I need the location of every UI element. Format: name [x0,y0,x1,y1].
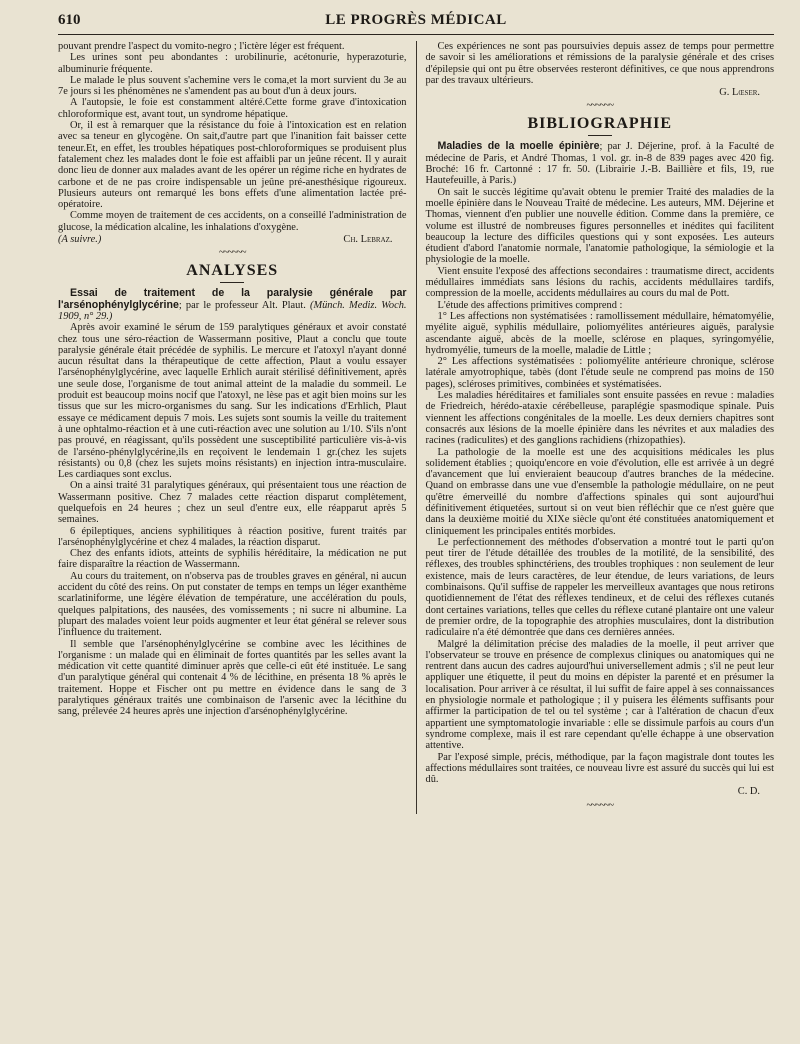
review-paragraph: La pathologie de la moelle est une des acquisitions médicales les plus solidement établies ; quoiqu'encore en voie d'évolution, elle est arrivée à un degré d'avancement que lui envieraient beaucoup d'autres branches de la médecine. Quand on embrasse dans une vue d'ensemble la pathologie médullaire, on ne peut qu'être émerveillé du nombre d'affections spinales qui sont aujourd'hui définitivement étiquetées, surtout si on veut bien réfléchir que ce n'est guère que dans la deuxième moitié du XIXe siècle qu'ont été constituées anatomiquement et cliniquement les principales entités morbides. [425,446,774,537]
article-paragraph: Il semble que l'arsénophénylglycérine se combine avec les lécithines de l'organisme : un malade qui en éliminait de fortes quantités par les selles avant la médication vit cette quantité diminuer après que celle-ci eût été instituée. Le sang d'un paralytique général qui contenait 4 % de lécithine, en présenta 18 % après le traitement. Hoppe et Fischer ont pu mettre en évidence dans le sang de 3 paralytiques généraux traités une combinaison de l'arsenic avec la lécithine du sang, prélevée 24 heures après une injection d'arsénophénylglycérine. [58,638,407,718]
page-number: 610 [58,12,81,28]
to-follow-note: (A suivre.) [58,234,102,246]
left-column [58,41,416,814]
article-paragraph: Au cours du traitement, on n'observa pas de troubles graves en général, ni aucun accident du côté des reins. On put constater de temps en temps un léger exanthème scarlatiniforme, une légère élévation de température, une accélération du pouls, quelques palpitations, des nausées, des vomissements ; ni sucre ni albumine. La plupart des malades voient leur poids augmenter et leur état général se relever sous l'influence du traitement. [58,570,407,639]
review-paragraph: Les maladies héréditaires et familiales sont ensuite passées en revue : maladies de Friedreich, hérédo-ataxie cérébelleuse, paraplégie spasmodique spinale. Puis viennent les affections congénitales de la moelle. Les deux derniers chapitres sont consacrés aux lésions de la moelle épinière dans les névrites et aux maladies des racines (radiculites) et des ganglions rachidiens (rhizopathies). [425,390,774,447]
review-paragraph: On sait le succès légitime qu'avait obtenu le premier Traité des maladies de la moelle épinière dans le Nouveau Traité de médecine. Les auteurs, MM. Déjerine et Thomas, viennent d'en publier une nouvelle édition. Comme dans la première, ce volume est illustré de nombreuses figures personnelles et inédites qui facilitent beaucoup la lecture des difficiles questions qui y sont exposées. Les auteurs étudient d'abord l'anatomie normale, l'anatomie pathologique, la sémiologie et la physiologie de la moelle. [425,186,774,266]
ornament-divider: ~~~~~~ [586,799,613,811]
review-paragraph: Le perfectionnement des méthodes d'observation a montré tout le parti qu'on peut tirer de l'étude détaillée des troubles de la motilité, de la sensibilité, des réflexes, des troubles sphinctériens, des troubles trophiques : non seulement de leur existence, mais de leurs caractères, de leur étendue, de leurs variations, de leurs combinaisons. Qu'il suffise de rappeler les merveilleux avantages que nous retirons quotidiennement de l'état des réflexes tendineux, et de celui des réflexes cutanés dont certaines variations, telles que celles du réflexe cutané plantaire ont une valeur de premier ordre, de la topographie des atrophies musculaires, dont la distribution radiculaire n'a été démontrée que dans ces dernières années. [425,536,774,639]
review-paragraph: Par l'exposé simple, précis, méthodique, par la façon magistrale dont toutes les affections médullaires sont traitées, ce nouveau livre est assuré du succès qui lui est dû. [425,751,774,786]
journal-title: LE PROGRÈS MÉDICAL [325,12,507,28]
body-paragraph: pouvant prendre l'aspect du vomito-negro ; l'ictère léger est fréquent. [58,41,345,52]
ornament-divider: ~~~~~~ [586,100,613,112]
body-paragraph: Comme moyen de traitement de ces accidents, on a conseillé l'administration de glucose, la médication alcaline, les inhalations d'oxygène. [58,210,407,233]
body-paragraph: A l'autopsie, le foie est constamment altéré.Cette forme grave d'intoxication chloroformique est, avant tout, un syndrome hépatique. [58,97,407,120]
article-paragraph: Chez des enfants idiots, atteints de syphilis héréditaire, la médication ne put faire disparaître la réaction de Wassermann. [58,548,407,571]
book-entry [426,141,775,186]
ornament-divider: ~~~~~~ [219,247,246,259]
article-paragraph: 6 épileptiques, anciens syphilitiques à réaction positive, furent traités par l'arsénophénylglycérine et chez 4 malades, la réaction disparut. [58,525,407,548]
book-details: ; par J. Déjerine, prof. à la Faculté de médecine de Paris, et André Thomas, 1 vol. gr. in-8 de 839 pages avec 420 fig. Broché: 16 fr. Cartonné : 17 fr. 50. (Librairie J.-B. Baillière et fils, 19, rue Hautefeuille, à Paris.) [425,141,774,187]
author-signature: Ch. Lebraz. [343,234,393,246]
review-paragraph: 2° Les affections systématisées : poliomyélite antérieure chronique, sclérose latérale amyotrophique, tabès (dont l'étude seule ne comprend pas moins de 150 pages), scléroses primitives, combinées et systématisées. [425,356,774,390]
reviewer-signature: C. D. [737,786,760,798]
article-paragraph: On a ainsi traité 31 paralytiques généraux, qui présentaient tous une réaction de Wassermann positive. Chez 7 malades cette réaction disparut complètement, quelquefois en 24 heures ; chez un seul d'entre eux, elle réapparut après 5 semaines. [58,480,407,526]
review-paragraph: 1° Les affections non systématisées : ramollissement médullaire, hématomyélie, myélite aiguë, syphilis médullaire, poliomyélites antérieures aiguës, paralysie ascendante aiguë, abcès de la moelle, sclérose en plaques, syringomyélie, hydromyélie, tumeurs de la moelle, maladie de Little ; [425,310,774,356]
article-byline: ; par le professeur Alt. Plaut. [178,299,310,311]
heading-rule [220,282,244,283]
author-signature: G. Lœser. [719,87,760,99]
review-paragraph: Malgré la délimitation précise des maladies de la moelle, il peut arriver que l'observateur se trouve en présence de complexus cliniques ou anatomiques qui ne rentrent dans aucun des cadres aujourd'hui universellement admis ; s'il ne peut leur appliquer une étiquette, il peut du moins en dépister la parenté et en présumer la localisation. Pour arriver à ce résultat, il lui suffit de faire appel à ses connaissances en physiologie normale et pathologique ; il y puisera les éléments suffisants pour affirmer la participation de tel ou tel système ; car à l'altération de chacun d'eux appartient une symptomatologie invariable : elle se dissimule parfois au cours d'un syndrome complexe, mais il est rare cependant qu'elle échappe à une observation attentive. [425,638,774,752]
signature-line [426,87,775,98]
section-heading-analyses: ANALYSES [186,262,279,280]
article-heading [58,288,407,322]
body-paragraph: Les urines sont peu abondantes : urobilinurie, acétonurie, hyperazoturie, albuminurie fréquente. [58,52,407,75]
article-title: Essai de traitement de la paralysie générale par l'arsénophénylglycérine [58,287,407,311]
signature-line [426,786,775,797]
article-citation: (Münch. Mediz. Woch. 1909, n° 29.) [58,299,407,322]
review-paragraph: L'étude des affections primitives comprend : [437,299,623,311]
running-head [58,8,774,35]
body-paragraph: Le malade le plus souvent s'achemine vers le coma,et la mort survient du 3e au 7e jours si les phénomènes ne s'amendent pas au bout d'un à deux jours. [58,74,407,98]
continuation-line [58,234,407,245]
book-title: Maladies de la moelle épinière [437,140,600,153]
body-paragraph: Or, il est à remarquer que la résistance du foie à l'intoxication est en relation avec sa teneur en glycogène. On sait,d'autre part que l'inanition fait baisser cette teneur.Et, en effet, les troubles hépatiques post-chloroformiques se produisent plus fatalement chez les malades dont le foie est affaibli par un jeûne récent. Il y aurait donc lieu de donner aux malades avant de les opérer un régime riche en hydrates de carbone et de ne pas croire indispensable un jeûne pré-anesthésique rigoureux. Plusieurs auteurs ont remarqué les bons effets d'une alimentation lactée pré-opératoire. [58,120,407,211]
heading-rule [588,135,612,136]
two-column-body [58,41,774,814]
body-paragraph: Ces expériences ne sont pas poursuivies depuis assez de temps pour permettre de savoir si les améliorations et rémissions de la paralysie générale et des crises d'épilepsie qui ont pu être observées resteront définitives, ce que nous apprendrons par des travaux ultérieurs. [425,41,774,86]
review-paragraph: Vient ensuite l'exposé des affections secondaires : traumatisme direct, accidents médullaires immédiats sans lésions du rachis, accidents médullaires tardifs, compression de la moelle, accidents médullaires au cours du mal de Pott. [425,265,774,300]
right-column [416,41,775,814]
section-heading-bibliographie: BIBLIOGRAPHIE [527,115,673,133]
article-paragraph: Après avoir examiné le sérum de 159 paralytiques généraux et avoir constaté chez tous une séro-réaction de Wassermann positive, Plaut a conclu que toute paralysie générale était précédée de syphilis. Le mercure et l'atoxyl n'ayant donné aucun résultat dans la thérapeutique de cette affection, Plaut a voulu essayer l'arsénophénylglycérine, avec laquelle Erhlich aurait stérilisé définitivement, après une seule dose, l'organisme de tout animal atteint de la maladie du sommeil. Le produit est beaucoup moins nocif que l'atoxyl, ne lèse pas et agit bien moins sur les tissus que sur les micro-organismes du sang. Sur les indications d'Erhlich, Plaut essaye ce médicament depuis 7 mois. Les sujets sont soumis la veille du traitement à une ophtalmo-réaction et à une cuti-réaction avec une solution au 1/10. S'ils n'ont pas prouvé, en réagissant, qu'ils possèdent une susceptibilité particulière vis-à-vis de l'arséno-phénylglycérine,ils en reçoivent le lendemain 1 gr.(chez les sujets résistants) ou 0,8 (chez les sujets moins résistants) en injection intra-musculaire. Les cardiaques sont exclus. [58,322,407,481]
